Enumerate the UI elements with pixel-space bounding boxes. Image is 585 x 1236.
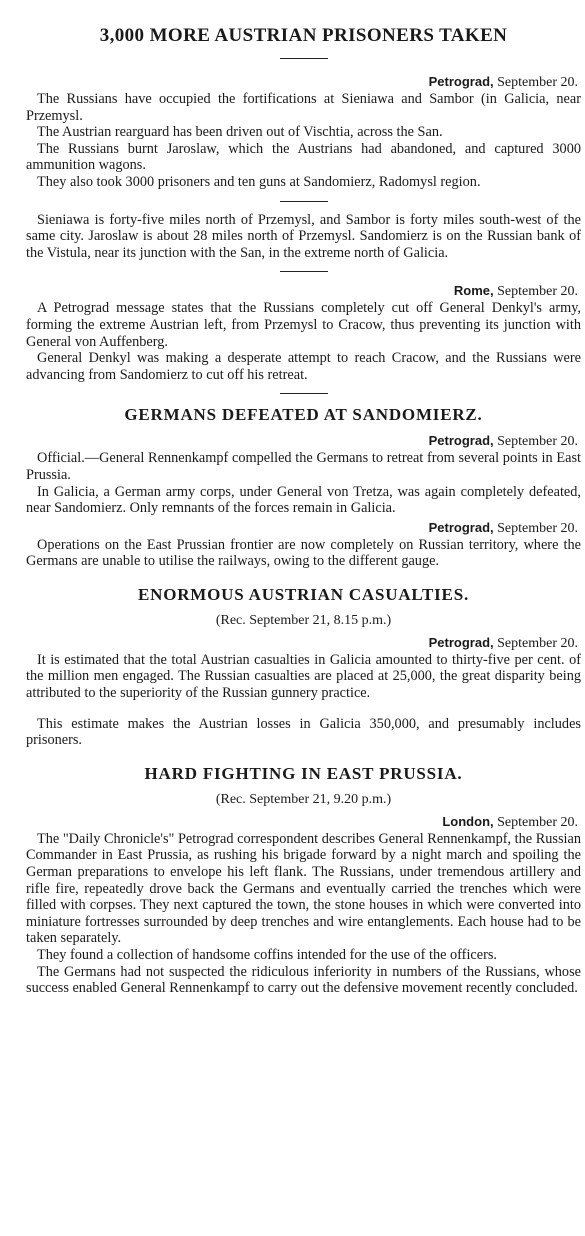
article-paragraph: Official.—General Rennenkampf compelled the Germans to retreat from several points in East Prussia.: [26, 450, 581, 483]
section-rule: [280, 58, 328, 59]
article-paragraph: It is estimated that the total Austrian casualties in Galicia amounted to thirty-five per cent. of the million men engaged. The Russian casualties are placed at 25,000, the great disparity being attributed to the superiority of the Russian gunnery practice.: [26, 651, 581, 702]
dateline: London, September 20.: [442, 813, 578, 830]
received-time: (Rec. September 21, 9.20 p.m.): [215, 791, 392, 807]
article-paragraph: General Denkyl was making a desperate attempt to reach Cracow, and the Russians were advancing from Sandomierz to cut off his retreat.: [26, 350, 581, 383]
article-paragraph: The Germans had not suspected the ridiculous inferiority in numbers of the Russians, whose success enabled General Rennenkampf to carry out the defensive movement recently concluded.: [26, 963, 581, 997]
dateline: Petrograd, September 20.: [428, 634, 578, 651]
dateline: Petrograd, September 20.: [428, 433, 578, 450]
received-time: (Rec. September 21, 8.15 p.m.): [215, 612, 392, 628]
dateline: Rome, September 20.: [453, 283, 578, 300]
article-paragraph: Operations on the East Prussian frontier are now completely on Russian territory, where the Germans are unable to utilise the railways, owing to the different gauge.: [26, 536, 581, 570]
editorial-note: Sieniawa is forty-five miles north of Przemysl, and Sambor is forty miles south-west of the same city. Jaroslaw is about 28 miles north of Przemysl. Sandomierz is on the Russian bank of the Vistula, near its junction with the San, in the extreme north of Galicia.: [26, 211, 581, 261]
article-paragraph: In Galicia, a German army corps, under General von Tretza, was again completely defeated, near Sandomierz. Only remnants of the forces remain in Galicia.: [26, 483, 581, 517]
article-paragraph: The Russians burnt Jaroslaw, which the Austrians had abandoned, and captured 3000 ammunition wagons.: [26, 140, 581, 174]
main-headline: 3,000 MORE AUSTRIAN PRISONERS TAKEN: [99, 25, 508, 46]
article-paragraph: The "Daily Chronicle's" Petrograd correspondent describes General Rennenkampf, the Russian Commander in East Prussia, as rushing his brigade forward by a night march and spoiling the German preparations to envelope his left flank. The Russians, under tremendous artillery and rifle fire, repeatedly drove back the Germans and eventually carried the trenches which were filled with corpses. They next captured the town, the stone houses in which were converted into miniature fortresses surrounded by deep trenches and wire entanglements. Each house had to be taken separately.: [26, 830, 581, 947]
dateline: Petrograd, September 20.: [428, 74, 578, 90]
section-heading: GERMANS DEFEATED AT SANDOMIERZ.: [124, 405, 483, 425]
section-heading: HARD FIGHTING IN EAST PRUSSIA.: [144, 763, 463, 783]
article-paragraph: The Russians have occupied the fortifications at Sieniawa and Sambor (in Galicia, near Przemysl.: [26, 91, 581, 124]
article-paragraph: The Austrian rearguard has been driven out of Vischtia, across the San.: [37, 124, 443, 141]
article-paragraph: They found a collection of handsome coffins intended for the use of the officers.: [37, 947, 498, 963]
section-heading: ENORMOUS AUSTRIAN CASUALTIES.: [137, 584, 469, 604]
article-paragraph: They also took 3000 prisoners and ten guns at Sandomierz, Radomysl region.: [37, 173, 481, 190]
article-paragraph: A Petrograd message states that the Russians completely cut off General Denkyl's army, forming the extreme Austrian left, from Przemysl to Cracow, thus preventing its junction with General von Auffenberg.: [26, 300, 581, 350]
dateline: Petrograd, September 20.: [428, 519, 578, 536]
editorial-note: This estimate makes the Austrian losses in Galicia 350,000, and presumably includes prisoners.: [26, 715, 581, 749]
section-rule: [280, 271, 328, 272]
